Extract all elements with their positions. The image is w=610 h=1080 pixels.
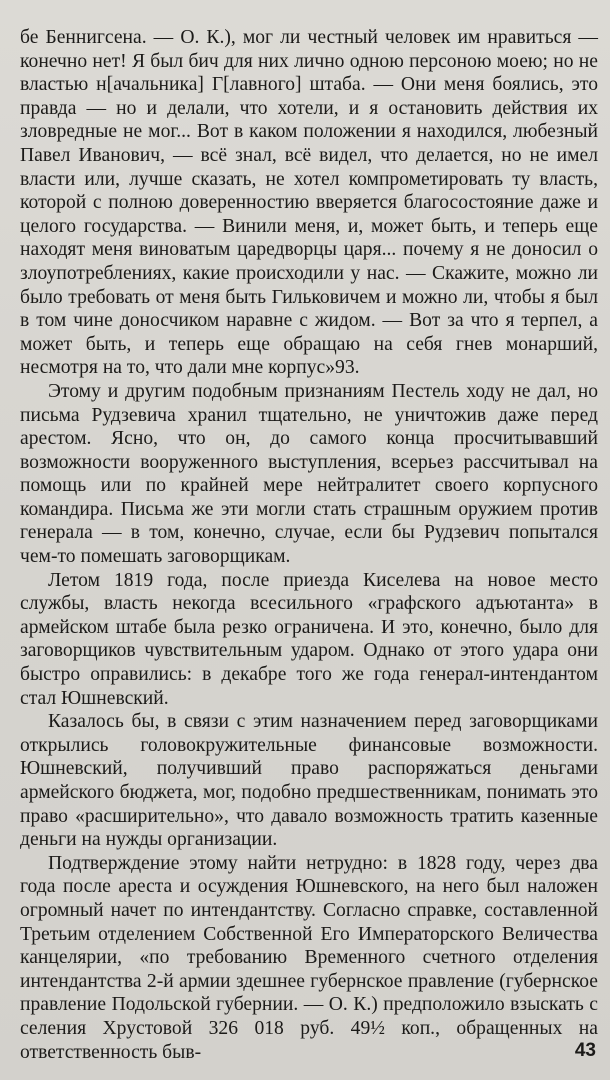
page-body-text [20,26,598,1064]
page-number: 43 [574,1040,596,1061]
paragraph-1-continuation: бе Беннигсена. — О. К.), мог ли честный человек им нравиться — конечно нет! Я был бич для них лично одною персоною моею; но не властью н[ачальника] Г[лавного] штаба. — Они меня боялись, это правда — но и делали, что хотели, и я остановить действия их зловредные не мог... Вот в каком положении я находился, любезный Павел Иванович, — всё знал, всё видел, что делается, но не имел власти или, лучше сказать, не хотел компрометировать ту власть, которой с полною доверенностию вверяется благосостояние даже и целого государства. — Винили меня, и, может быть, и теперь еще находят меня виноватым царедворцы царя... почему я не доносил о злоупотреблениях, какие происходили у нас. — Скажите, можно ли было требовать от меня быть Гильковичем и можно ли, чтобы я был в том чине доносчиком наравне с жидом. — Вот за что я терпел, а может быть, и теперь еще обращаю на себя гнев монарший, несмотря на то, что дали мне корпус»93. [20,27,598,379]
paragraph-2: Этому и другим подобным признаниям Пестель ходу не дал, но письма Рудзевича хранил тщательно, не уничтожив даже перед арестом. Ясно, что он, до самого конца просчитывавший возможности вооруженного выступления, всерьез рассчитывал на помощь или по крайней мере нейтралитет своего корпусного командира. Письма же эти могли стать страшным оружием против генерала — в том, конечно, случае, если бы Рудзевич попытался чем-то помешать заговорщикам. [20,380,598,568]
paragraph-4: Казалось бы, в связи с этим назначением перед заговорщиками открылись головокружительные финансовые возможности. Юшневский, получивший право распоряжаться деньгами армейского бюджета, мог, подобно предшественникам, понимать это право «расширительно», что давало возможность тратить казенные деньги на нужды организации. [20,711,598,851]
paragraph-5: Подтверждение этому найти нетрудно: в 1828 году, через два года после ареста и осуждения Юшневского, на него был наложен огромный начет по интендантству. Согласно справке, составленной Третьим отделением Собственной Его Императорского Величества канцелярии, «по требованию Временного счетного отделения интендантства 2-й армии здешнее губернское правление (губернское правление Подольской губернии. — О. К.) предположило взыскать с селения Хрустовой 326 018 руб. 49½ коп., обращенных на ответственность быв- [20,852,598,1063]
paragraph-3: Летом 1819 года, после приезда Киселева на новое место службы, власть некогда всесильного «графского адъютанта» в армейском штабе была резко ограничена. И это, конечно, было для заговорщиков чувствительным ударом. Однако от этого удара они быстро оправились: в декабре того же года генерал-интендантом стал Юшневский. [20,569,598,709]
